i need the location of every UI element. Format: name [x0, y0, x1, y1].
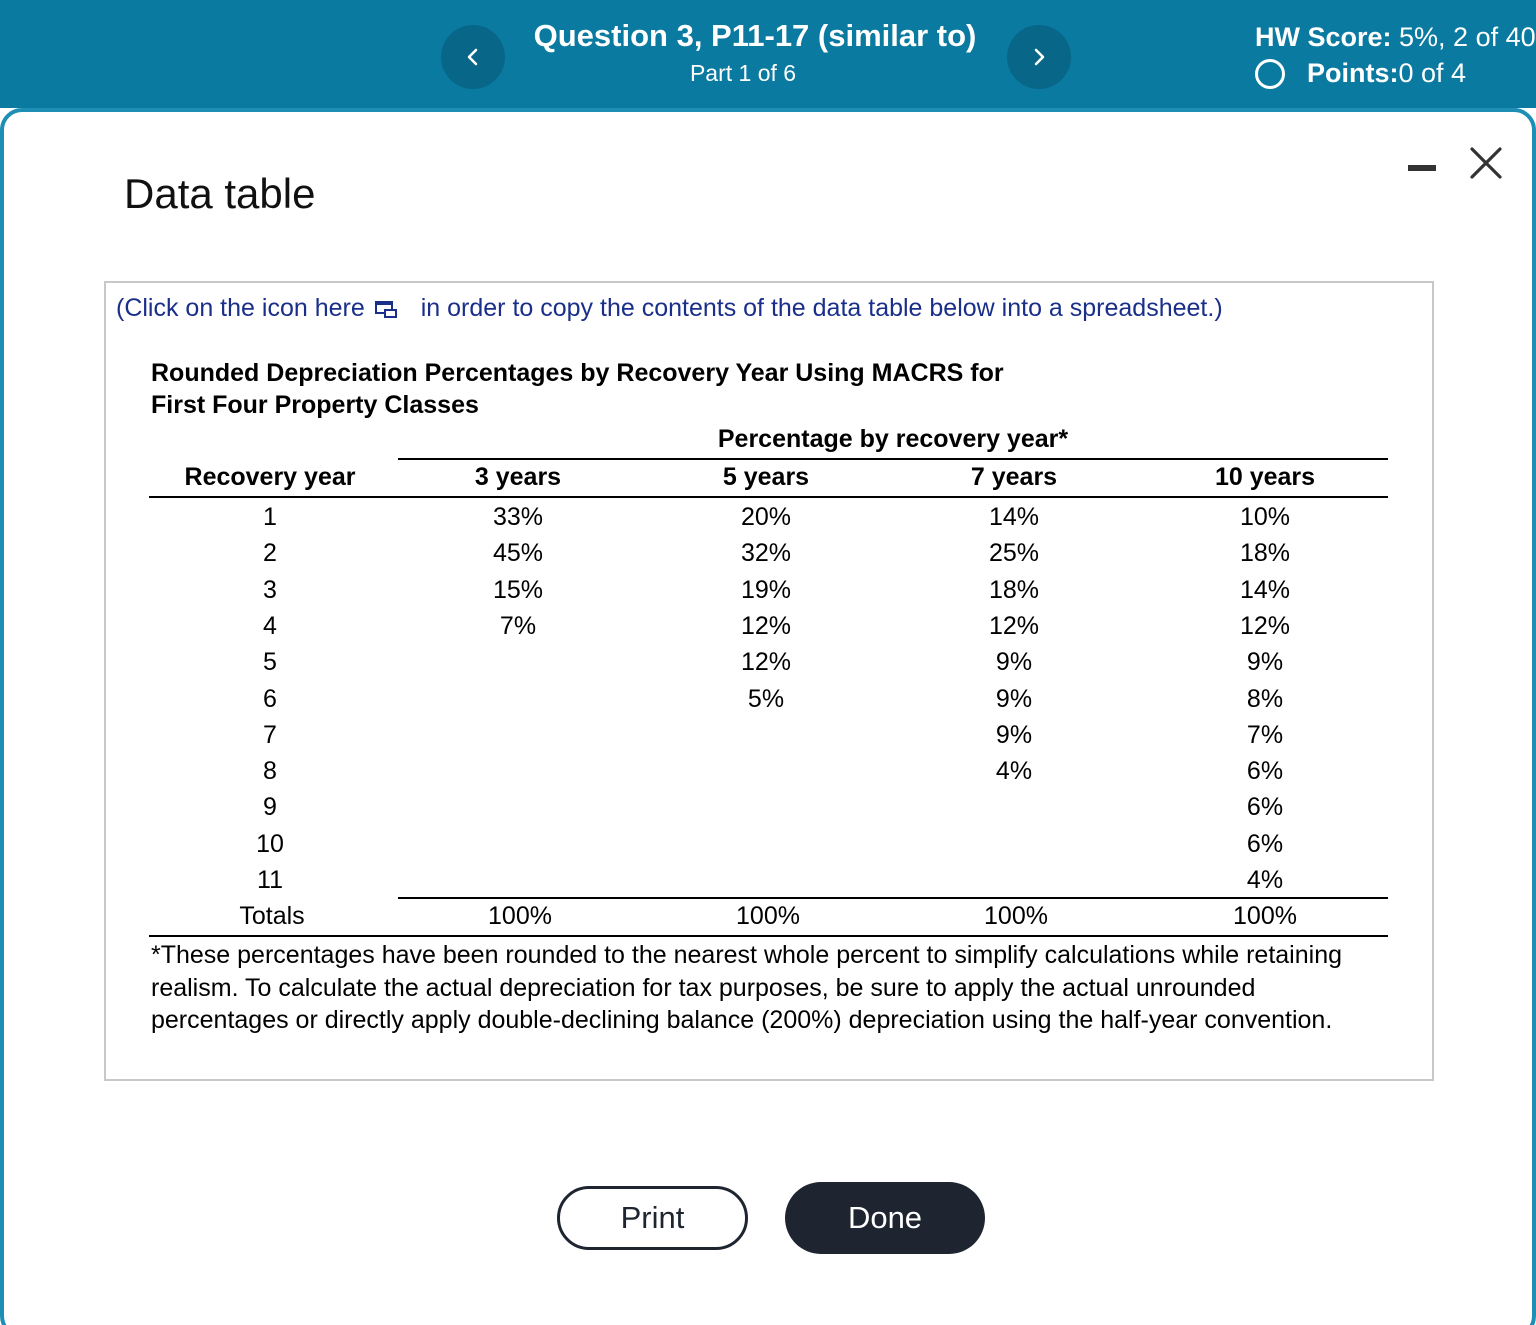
- question-title: Question 3, P11-17 (similar to): [533, 18, 977, 53]
- copy-instruction: (Click on the icon here in order to copy the contents of the data table below into a spreadsheet.): [116, 294, 1223, 322]
- totals-label: Totals: [239, 902, 305, 930]
- table-cell: 19%: [740, 576, 792, 604]
- table-cell: 15%: [492, 576, 544, 604]
- print-button[interactable]: Print: [557, 1186, 748, 1250]
- table-cell: 9%: [1246, 648, 1284, 676]
- totals-bottom-rule: [149, 935, 1388, 937]
- table-cell: 4%: [1246, 866, 1284, 894]
- hw-score: HW Score: 5%, 2 of 40: [1255, 22, 1536, 52]
- points: Points: 0 of 4: [1255, 58, 1466, 89]
- recovery-year-cell: 3: [263, 576, 277, 604]
- recovery-year-cell: 7: [263, 721, 277, 749]
- column-header: Recovery year: [184, 463, 356, 491]
- question-header: [0, 0, 1536, 108]
- table-cell: 9%: [995, 685, 1033, 713]
- table-cell: 33%: [492, 503, 544, 531]
- recovery-year-cell: 2: [263, 539, 277, 567]
- recovery-year-cell: 6: [263, 685, 277, 713]
- table-cell: 18%: [1239, 539, 1291, 567]
- table-cell: 18%: [988, 576, 1040, 604]
- table-cell: 14%: [988, 503, 1040, 531]
- chevron-left-icon: [465, 47, 481, 67]
- table-cell: 7%: [1246, 721, 1284, 749]
- total-cell: 100%: [984, 902, 1048, 930]
- table-cell: 6%: [1246, 830, 1284, 858]
- recovery-year-cell: 11: [257, 866, 283, 894]
- table-cell: 9%: [995, 648, 1033, 676]
- group-header-rule: [398, 458, 1388, 460]
- table-cell: 8%: [1246, 685, 1284, 713]
- table-footnote: *These percentages have been rounded to the nearest whole percent to simplify calculations while retaining realism. To calculate the actual depreciation for tax purposes, be sure to apply the actual unrounded percentages or directly apply double-declining balance (200%) depreciation using the half-year convention.: [151, 941, 1343, 1034]
- table-cell: 4%: [995, 757, 1033, 785]
- recovery-year-cell: 1: [263, 503, 277, 531]
- group-header: Percentage by recovery year*: [717, 425, 1069, 453]
- recovery-year-cell: 4: [263, 612, 277, 640]
- copy-to-spreadsheet-icon[interactable]: [373, 296, 399, 322]
- close-icon[interactable]: [1468, 145, 1504, 181]
- column-header: 7 years: [970, 463, 1058, 491]
- table-cell: 5%: [747, 685, 785, 713]
- recovery-year-cell: 10: [256, 830, 284, 858]
- column-header: 5 years: [722, 463, 810, 491]
- table-cell: 7%: [499, 612, 537, 640]
- done-button[interactable]: Done: [785, 1182, 985, 1254]
- totals-top-rule: [398, 897, 1388, 899]
- table-cell: 6%: [1246, 793, 1284, 821]
- minimize-icon[interactable]: [1408, 165, 1436, 171]
- total-cell: 100%: [1233, 902, 1297, 930]
- dialog-title: Data table: [124, 170, 316, 217]
- total-cell: 100%: [736, 902, 800, 930]
- table-cell: 10%: [1239, 503, 1291, 531]
- table-cell: 32%: [740, 539, 792, 567]
- column-header: 10 years: [1214, 463, 1316, 491]
- previous-question-button[interactable]: [441, 25, 505, 89]
- recovery-year-cell: 9: [263, 793, 277, 821]
- table-title: Rounded Depreciation Percentages by Recovery Year Using MACRS for First Four Property Classes: [151, 359, 1004, 419]
- recovery-year-cell: 8: [263, 757, 277, 785]
- column-header: 3 years: [474, 463, 562, 491]
- table-cell: 45%: [492, 539, 544, 567]
- table-cell: 12%: [1239, 612, 1291, 640]
- table-cell: 12%: [740, 648, 792, 676]
- question-part: Part 1 of 6: [689, 60, 797, 86]
- column-header-rule: [149, 496, 1388, 498]
- total-cell: 100%: [488, 902, 552, 930]
- table-cell: 12%: [988, 612, 1040, 640]
- table-cell: 6%: [1246, 757, 1284, 785]
- table-cell: 14%: [1239, 576, 1291, 604]
- table-cell: 20%: [740, 503, 792, 531]
- status-circle-icon: [1255, 59, 1285, 89]
- table-cell: 12%: [740, 612, 792, 640]
- table-cell: 9%: [995, 721, 1033, 749]
- recovery-year-cell: 5: [263, 648, 277, 676]
- chevron-right-icon: [1031, 47, 1047, 67]
- table-cell: 25%: [988, 539, 1040, 567]
- next-question-button[interactable]: [1007, 25, 1071, 89]
